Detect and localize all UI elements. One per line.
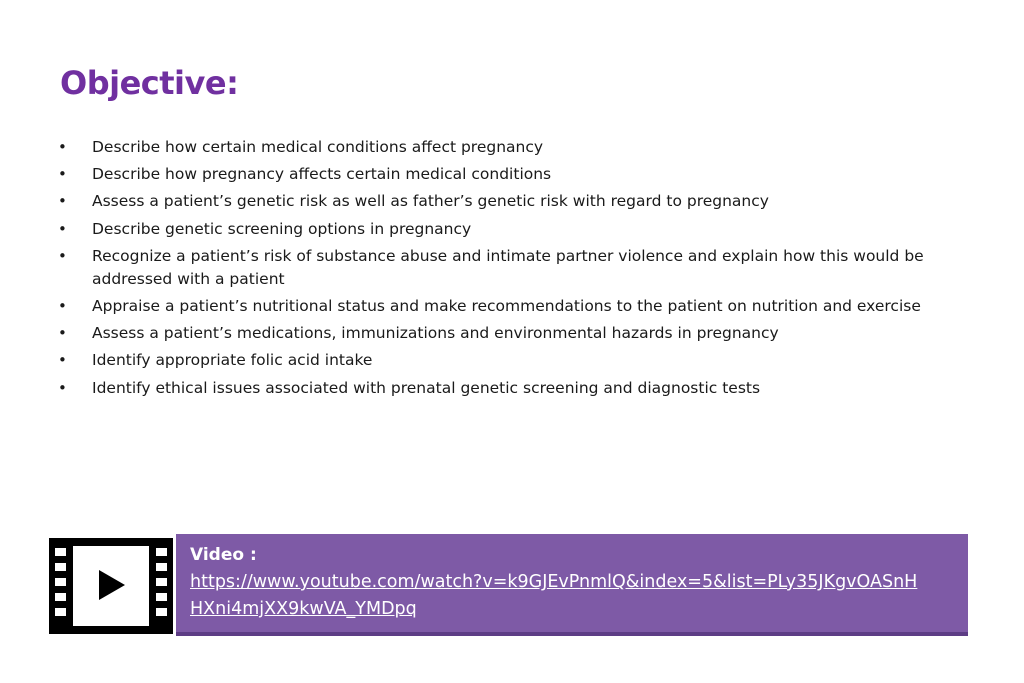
objectives-list bbox=[58, 136, 938, 404]
bullet-dot: • bbox=[58, 138, 67, 156]
objective-text: Describe genetic screening options in pregnancy bbox=[92, 219, 472, 238]
video-film-icon bbox=[49, 538, 173, 634]
bullet-dot: • bbox=[58, 296, 67, 315]
video-callout bbox=[176, 534, 968, 636]
bullet-dot: • bbox=[58, 378, 67, 397]
bullet-dot: • bbox=[58, 165, 67, 184]
objective-item bbox=[58, 218, 938, 241]
video-label: Video : bbox=[190, 545, 257, 565]
bullet-dot: • bbox=[58, 351, 67, 370]
objective-item bbox=[58, 295, 938, 318]
slide-title: Objective: bbox=[60, 64, 239, 102]
objective-text: Identify appropriate folic acid intake bbox=[92, 351, 373, 370]
objective-item bbox=[58, 377, 938, 400]
objective-item bbox=[58, 322, 938, 345]
objective-item bbox=[58, 190, 938, 213]
objective-text: Recognize a patient’s risk of substance abuse and intimate partner violence and explain how this would be addressed with a patient bbox=[92, 246, 924, 288]
objective-item bbox=[58, 136, 938, 159]
objective-text: Describe how pregnancy affects certain medical conditions bbox=[92, 165, 552, 184]
objective-text: Assess a patient’s genetic risk as well as father’s genetic risk with regard to pregnancy bbox=[92, 192, 769, 211]
bullet-dot: • bbox=[58, 246, 67, 265]
bullet-dot: • bbox=[58, 324, 67, 343]
bullet-dot: • bbox=[58, 219, 67, 238]
objective-item bbox=[58, 163, 938, 186]
objective-text: Identify ethical issues associated with prenatal genetic screening and diagnostic tests bbox=[92, 378, 761, 397]
objective-text: Assess a patient’s medications, immunizations and environmental hazards in pregnancy bbox=[92, 324, 779, 343]
bullet-dot: • bbox=[58, 192, 67, 211]
objective-item bbox=[58, 349, 938, 372]
objective-text: Describe how certain medical conditions affect pregnancy bbox=[92, 138, 544, 156]
objective-text: Appraise a patient’s nutritional status and make recommendations to the patient on nutrition and exercise bbox=[92, 296, 921, 315]
video-link[interactable]: https://www.youtube.com/watch?v=k9GJEvPnmlQ&index=5&list=PLy35JKgvOASnHHXni4mjXX9kwVA_YMDpq bbox=[190, 572, 918, 619]
objective-item bbox=[58, 245, 938, 291]
